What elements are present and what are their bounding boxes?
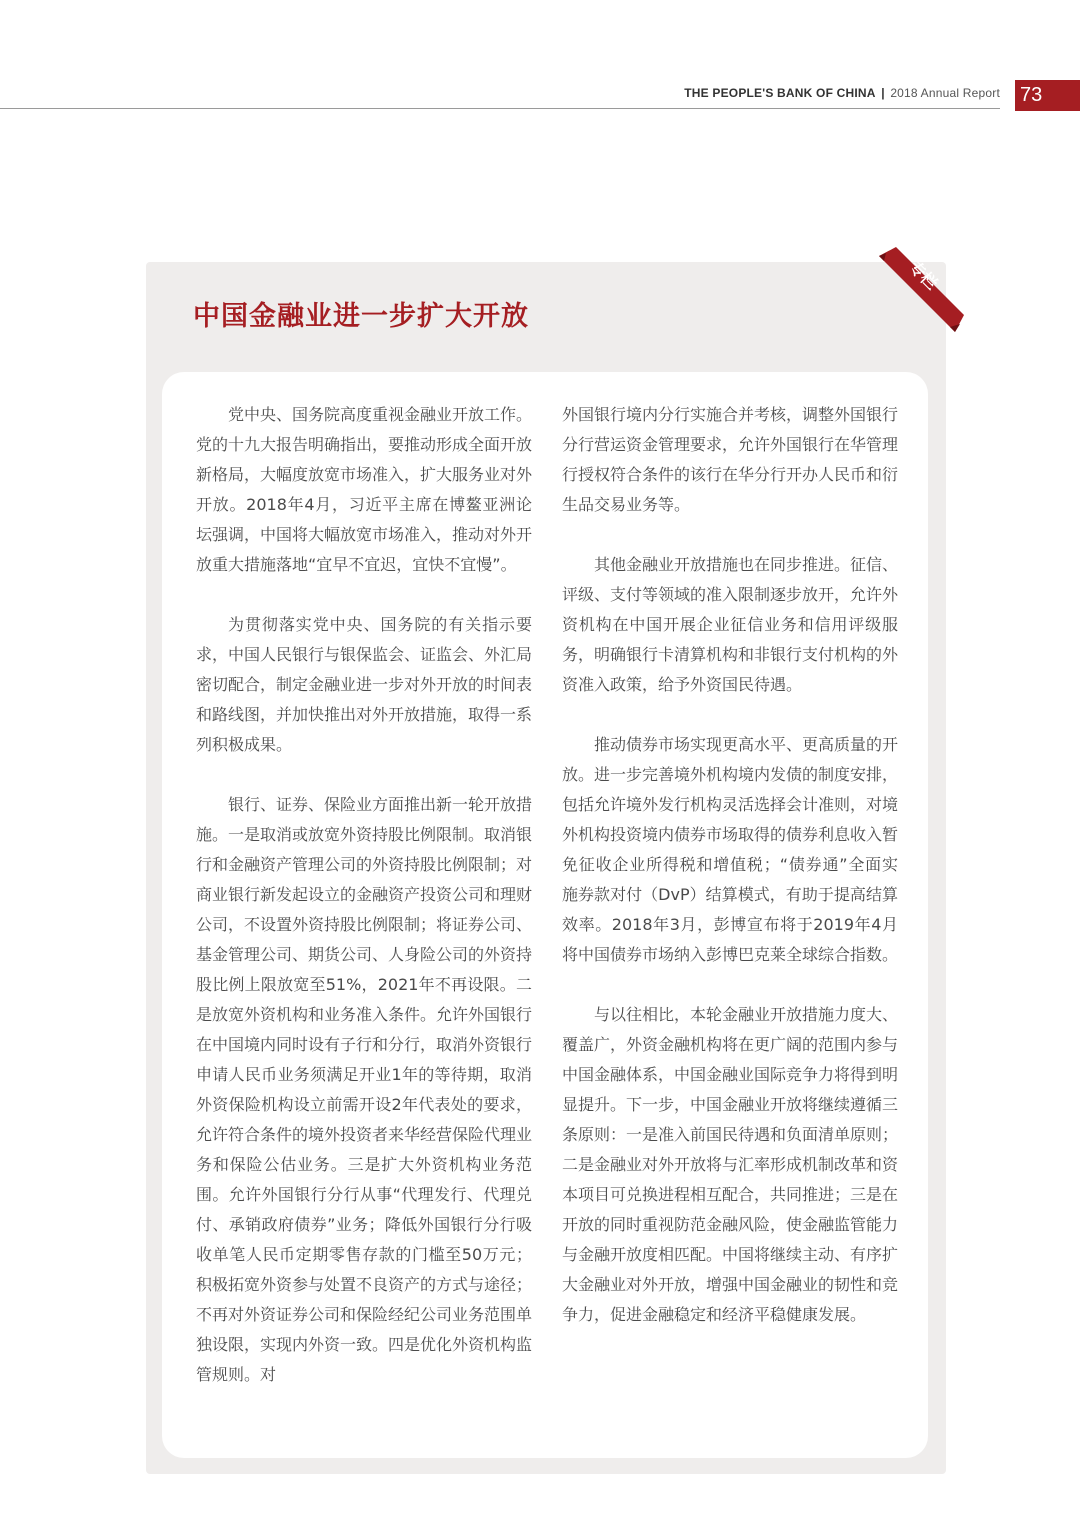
paragraph-continuation: 外国银行境内分行实施合并考核，调整外国银行分行营运资金管理要求，允许外国银行在华管理行授权符合条件的该行在华分行开办人民币和衍生品交易业务等。 [562,405,899,514]
paragraph: 与以往相比，本轮金融业开放措施力度大、覆盖广，外资金融机构将在更广阔的范围内参与中国金融体系，中国金融业国际竞争力将得到明显提升。下一步，中国金融业开放将继续遵循三条原则：一是准入前国民待遇和负面清单原则；二是金融业对外开放将与汇率形成机制改革和资本项目可兑换进程相互配合，共同推进；三是在开放的同时重视防范金融风险，使金融监管能力与金融开放度相匹配。中国将继续主动、有序扩大金融业对外开放，增强中国金融业的韧性和竞争力，促进金融稳定和经济平稳健康发展。 [562,1005,899,1324]
right-column [562,400,898,1360]
paragraph: 为贯彻落实党中央、国务院的有关指示要求，中国人民银行与银保监会、证监会、外汇局密切配合，制定金融业进一步对外开放的时间表和路线图，并加快推出对外开放措施，取得一系列积极成果。 [196,615,533,754]
paragraph: 推动债券市场实现更高水平、更高质量的开放。进一步完善境外机构境内发债的制度安排，包括允许境外发行机构灵活选择会计准则，对境外机构投资境内债券市场取得的债券利息收入暂免征收企业所得税和增值税；“债券通”全面实施券款对付（DvP）结算模式，有助于提高结算效率。2018年3月，彭博宣布将于2019年4月将中国债券市场纳入彭博巴克莱全球综合指数。 [562,735,899,964]
paragraph: 党中央、国务院高度重视金融业开放工作。党的十九大报告明确指出，要推动形成全面开放新格局，大幅度放宽市场准入，扩大服务业对外开放。2018年4月，习近平主席在博鳌亚洲论坛强调，中国将大幅放宽市场准入，推动对外开放重大措施落地“宜早不宜迟，宜快不宜慢”。 [196,405,533,574]
header-org: THE PEOPLE'S BANK OF CHINA [684,86,876,100]
paragraph: 银行、证券、保险业方面推出新一轮开放措施。一是取消或放宽外资持股比例限制。取消银行和金融资产管理公司的外资持股比例限制；对商业银行新发起设立的金融资产投资公司和理财公司，不设置外资持股比例限制；将证券公司、基金管理公司、期货公司、人身险公司的外资持股比例上限放宽至51%，2021年不再设限。二是放宽外资机构和业务准入条件。允许外国银行在中国境内同时设有子行和分行，取消外资银行申请人民币业务须满足开业1年的等待期，取消外资保险机构设立前需开设2年代表处的要求，允许符合条件的境外投资者来华经营保险代理业务和保险公估业务。三是扩大外资机构业务范围。允许外国银行分行从事“代理发行、代理兑付、承销政府债券”业务；降低外国银行分行吸收单笔人民币定期零售存款的门槛至50万元；积极拓宽外资参与处置不良资产的方式与途径；不再对外资证券公司和保险经纪公司业务范围单独设限，实现内外资一致。四是优化外资机构监管规则。对 [196,795,533,1384]
feature-box [146,262,946,1474]
header-separator: | [881,86,885,100]
feature-title: 中国金融业进一步扩大开放 [193,301,529,332]
left-column [196,400,532,1420]
paragraph: 其他金融业开放措施也在同步推进。征信、评级、支付等领域的准入限制逐步放开，允许外资机构在中国开展企业征信业务和信用评级服务，明确银行卡清算机构和非银行支付机构的外资准入政策，给予外资国民待遇。 [562,555,899,694]
ribbon-label: 专栏 [905,257,942,294]
header-rule [0,108,1000,109]
header-report-title: 2018 Annual Report [890,86,1000,100]
running-header [684,86,1000,100]
page-number: 73 [1015,80,1080,111]
feature-body [162,372,928,1458]
